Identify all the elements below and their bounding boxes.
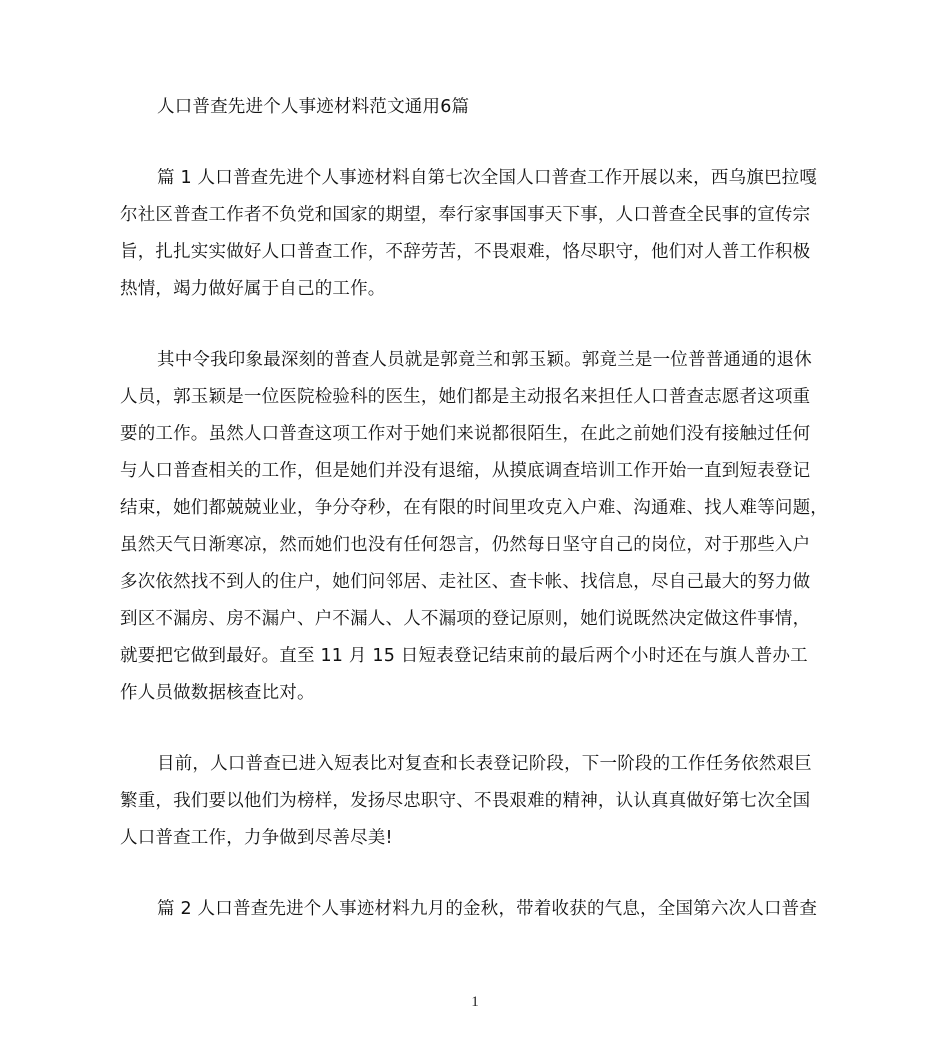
paragraph-1-line-4: 热情，竭力做好属于自己的工作。: [120, 279, 386, 299]
paragraph-1-line-1: 篇 1 人口普查先进个人事迹材料自第七次全国人口普查工作开展以来，西乌旗巴拉嘎: [157, 168, 818, 188]
paragraph-1-line-3: 旨，扎扎实实做好人口普查工作，不辞劳苦，不畏艰难，恪尽职守，他们对人普工作积极: [120, 242, 811, 262]
paragraph-3-line-2: 繁重，我们要以他们为榜样，发扬尽忠职守、不畏艰难的精神，认认真真做好第七次全国: [120, 791, 811, 811]
paragraph-2-line-3: 要的工作。虽然人口普查这项工作对于她们来说都很陌生，在此之前她们没有接触过任何: [120, 424, 811, 444]
paragraph-1-line-2: 尔社区普查工作者不负党和国家的期望，奉行家事国事天下事，人口普查全民事的宣传宗: [120, 205, 811, 225]
paragraph-2-line-9: 就要把它做到最好。直至 11 月 15 日短表登记结束前的最后两个小时还在与旗人普办工: [120, 646, 808, 666]
paragraph-2-line-4: 与人口普查相关的工作，但是她们并没有退缩，从摸底调查培训工作开始一直到短表登记: [120, 461, 811, 481]
paragraph-2-line-6: 虽然天气日渐寒凉，然而她们也没有任何怨言，仍然每日坚守自己的岗位，对于那些入户: [120, 535, 811, 555]
paragraph-2-line-5: 结束，她们都兢兢业业，争分夺秒，在有限的时间里攻克入户难、沟通难、找人难等问题，: [120, 498, 828, 518]
paragraph-2-line-2: 人员，郭玉颖是一位医院检验科的医生，她们都是主动报名来担任人口普查志愿者这项重: [120, 387, 811, 407]
paragraph-3-line-3: 人口普查工作，力争做到尽善尽美!: [120, 828, 393, 848]
paragraph-2-line-10: 作人员做数据核查比对。: [120, 683, 315, 703]
paragraph-2-line-8: 到区不漏房、房不漏户、户不漏人、人不漏项的登记原则，她们说既然决定做这件事情，: [120, 609, 811, 629]
paragraph-2-line-1: 其中令我印象最深刻的普查人员就是郭竟兰和郭玉颖。郭竟兰是一位普普通通的退休: [157, 350, 812, 370]
paragraph-4-line-1: 篇 2 人口普查先进个人事迹材料九月的金秋，带着收获的气息，全国第六次人口普查: [157, 899, 818, 919]
paragraph-3-line-1: 目前，人口普查已进入短表比对复查和长表登记阶段，下一阶段的工作任务依然艰巨: [157, 754, 812, 774]
document-title: 人口普查先进个人事迹材料范文通用6篇: [157, 97, 470, 117]
page-number: 1: [471, 994, 479, 1010]
paragraph-2-line-7: 多次依然找不到人的住户，她们问邻居、走社区、查卡帐、找信息，尽自己最大的努力做: [120, 572, 811, 592]
